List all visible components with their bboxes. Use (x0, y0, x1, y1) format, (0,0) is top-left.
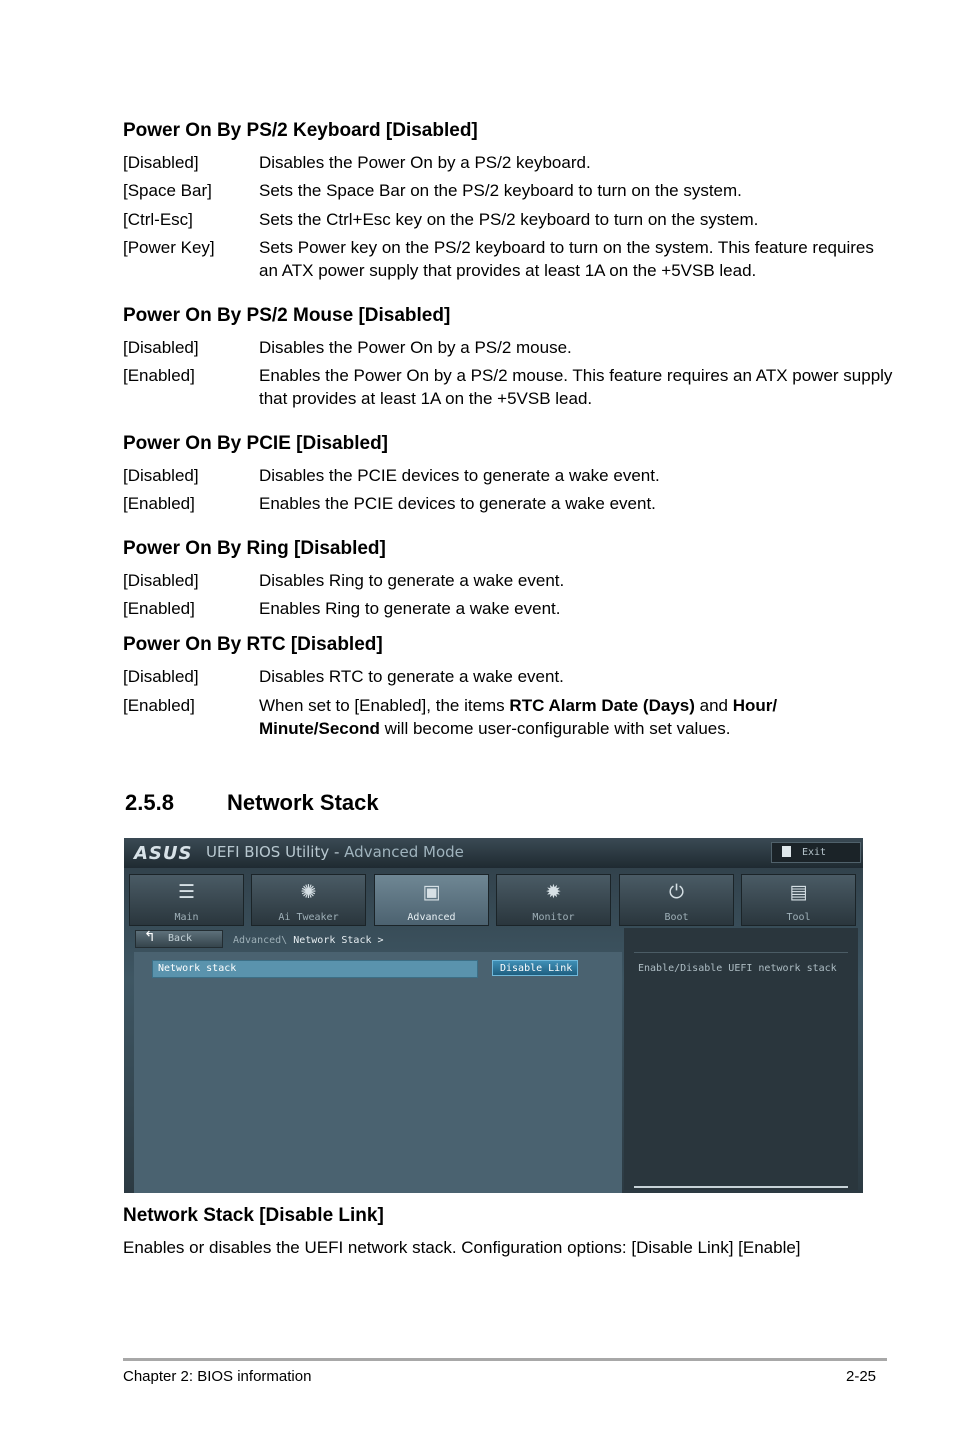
tab-label: Monitor (532, 912, 575, 923)
option-description (259, 694, 893, 740)
section-heading-pcie: Power On By PCIE [Disabled] (123, 433, 388, 454)
exit-label: Exit (802, 847, 827, 858)
section-heading-ps2-mouse: Power On By PS/2 Mouse [Disabled] (123, 305, 451, 326)
option-value: [Disabled] (123, 153, 199, 172)
asus-logo: ASUS (134, 843, 193, 864)
bios-title-bar (124, 838, 863, 868)
desc-text: When set to [Enabled], the items (259, 696, 510, 715)
option-value: [Power Key] (123, 238, 215, 257)
desc-text: will become user-configurable with set values. (379, 719, 731, 738)
option-value: [Enabled] (123, 494, 195, 513)
option-description: Sets the Ctrl+Esc key on the PS/2 keyboard to turn on the system. (259, 210, 759, 229)
option-value: [Ctrl-Esc] (123, 210, 193, 229)
option-value: [Disabled] (123, 338, 199, 357)
bios-title (206, 843, 464, 861)
item-value: Disable Link (500, 963, 573, 974)
bios-tabs (129, 874, 859, 927)
desc-bold-rtc-alarm: RTC Alarm Date (Days) (509, 696, 695, 715)
option-value: [Enabled] (123, 366, 195, 385)
option-value: [Enabled] (123, 599, 195, 618)
tab-label: Boot (664, 912, 689, 923)
network-stack-description: Enables or disables the UEFI network stack. Configuration options: [Disable Link] [Enable] (123, 1238, 801, 1257)
footer-chapter: Chapter 2: BIOS information (123, 1368, 312, 1385)
tab-label: Main (174, 912, 199, 923)
footer-divider (123, 1358, 887, 1361)
breadcrumb (233, 935, 384, 946)
option-value: [Enabled] (123, 696, 195, 715)
option-value: [Disabled] (123, 667, 199, 686)
tab-label: Tool (786, 912, 811, 923)
advanced-icon: ▣ (422, 881, 441, 903)
settings-panel (134, 952, 622, 1193)
tab-boot[interactable] (619, 874, 734, 926)
help-text: Enable/Disable UEFI network stack (638, 963, 837, 974)
section-heading-ps2-keyboard: Power On By PS/2 Keyboard [Disabled] (123, 120, 478, 141)
option-description: Disables the PCIE devices to generate a wake event. (259, 466, 660, 485)
item-label: Network stack (158, 963, 237, 974)
network-stack-value-button[interactable] (492, 960, 578, 976)
breadcrumb-bar (129, 928, 622, 952)
option-description: Disables the Power On by a PS/2 mouse. (259, 338, 572, 357)
network-stack-heading: Network Stack [Disable Link] (123, 1205, 384, 1226)
option-description: Enables the Power On by a PS/2 mouse. This feature requires an ATX power supply that provides at least 1A on the +5VSB lead. (259, 366, 893, 408)
tab-label: Advanced (407, 912, 456, 923)
help-bottom-divider (634, 1186, 848, 1188)
tweaker-icon: ✺ (300, 881, 317, 903)
help-panel (624, 928, 858, 1190)
footer-page-number: 2-25 (846, 1368, 877, 1385)
option-value: [Disabled] (123, 571, 199, 590)
monitor-icon: ✹ (545, 881, 562, 903)
bios-screenshot (124, 838, 863, 1193)
option-description: Disables the Power On by a PS/2 keyboard. (259, 153, 591, 172)
power-icon: ⏻ (668, 881, 685, 903)
option-description: Enables Ring to generate a wake event. (259, 599, 561, 618)
breadcrumb-parent[interactable]: Advanced\ (233, 935, 294, 946)
tab-ai-tweaker[interactable] (251, 874, 366, 926)
tab-label: Ai Tweaker (278, 912, 339, 923)
section-heading-ring: Power On By Ring [Disabled] (123, 538, 386, 559)
bios-title-text: UEFI BIOS Utility - (206, 843, 345, 861)
back-button[interactable] (135, 930, 223, 948)
section-heading-rtc: Power On By RTC [Disabled] (123, 634, 383, 655)
option-value: [Space Bar] (123, 181, 212, 200)
option-description: Sets Power key on the PS/2 keyboard to turn on the system. This feature requires an ATX power supply that provides at least 1A on the +5VSB lead. (259, 238, 874, 280)
toolbox-icon: ▤ (789, 881, 808, 903)
bios-mode: Advanced Mode (344, 843, 464, 861)
tab-tool[interactable] (741, 874, 856, 926)
option-description: Sets the Space Bar on the PS/2 keyboard to turn on the system. (259, 181, 742, 200)
back-label: Back (168, 933, 193, 944)
tab-advanced[interactable] (374, 874, 489, 926)
back-arrow-icon: ↰ (144, 929, 156, 945)
network-stack-item[interactable] (152, 960, 478, 978)
exit-door-icon (782, 846, 791, 857)
help-divider (634, 952, 848, 953)
list-icon: ☰ (177, 881, 196, 903)
tab-main[interactable] (129, 874, 244, 926)
desc-bold-hour-minute-second: Hour/ Minute/Second (259, 696, 778, 738)
option-value: [Disabled] (123, 466, 199, 485)
exit-button[interactable] (771, 842, 861, 863)
tab-monitor[interactable] (496, 874, 611, 926)
option-description: Disables RTC to generate a wake event. (259, 667, 564, 686)
section-title-network-stack (125, 790, 379, 816)
option-description: Enables the PCIE devices to generate a wake event. (259, 494, 656, 513)
option-description: Disables Ring to generate a wake event. (259, 571, 565, 590)
section-number: 2.5.8 (125, 790, 174, 815)
desc-text: and (694, 696, 733, 715)
section-title: Network Stack (227, 790, 379, 815)
breadcrumb-current: Network Stack > (293, 935, 384, 946)
